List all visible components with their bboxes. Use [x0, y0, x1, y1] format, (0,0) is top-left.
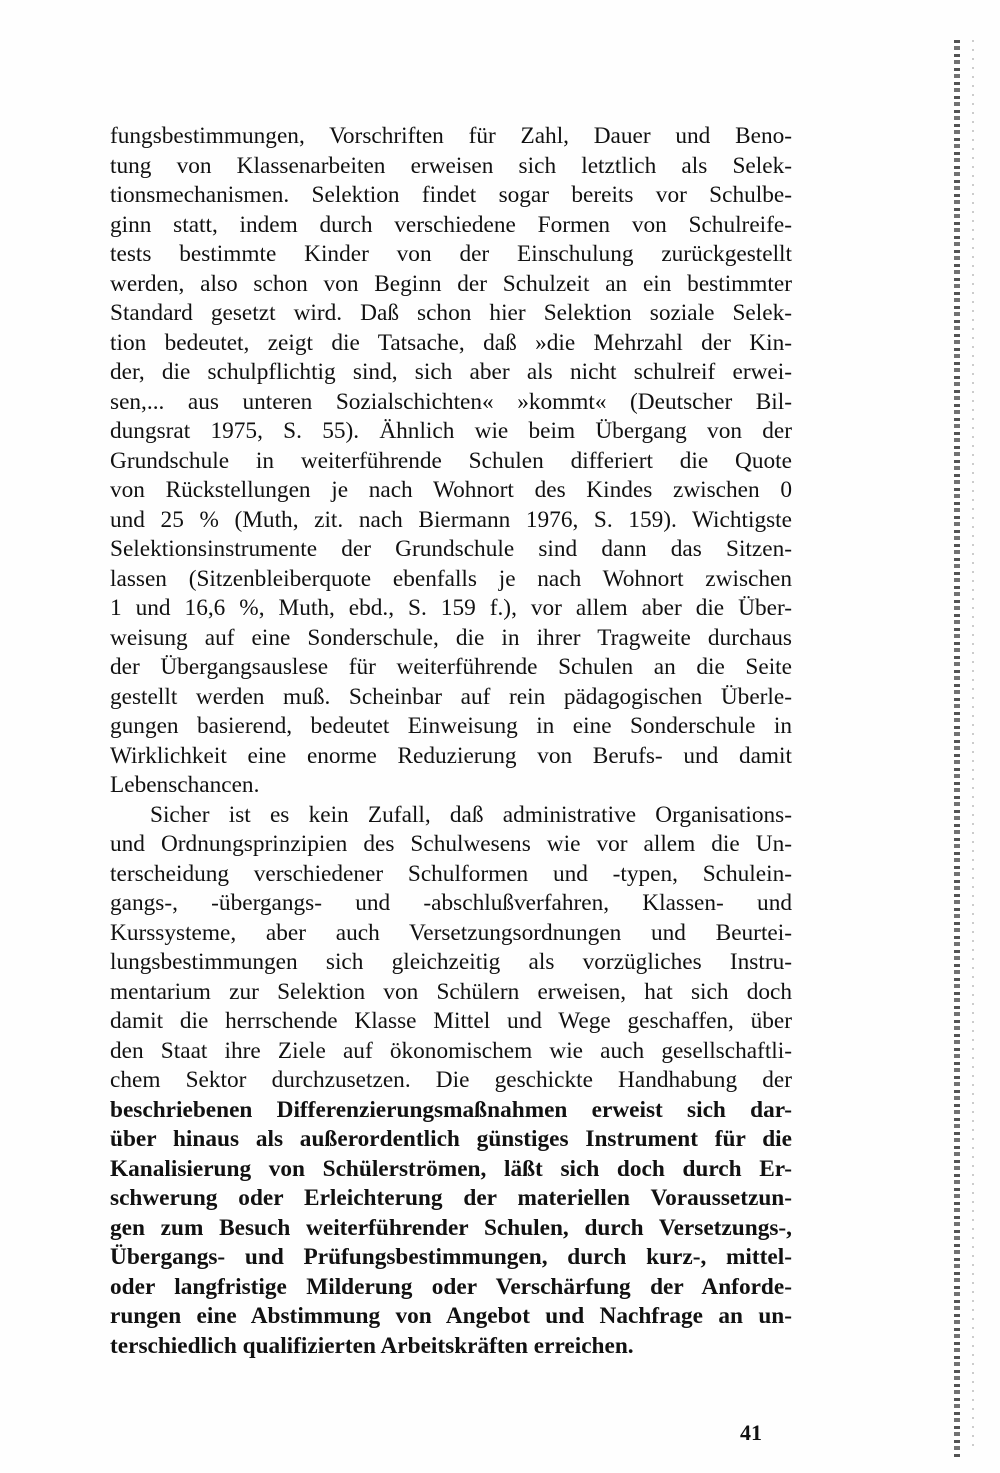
text-line: Standard gesetzt wird. Daß schon hier Selektion soziale Selek- [110, 300, 792, 326]
text-line: gestellt werden muß. Scheinbar auf rein pädagogischen Überle- [110, 683, 792, 710]
text-line: damit die herrschende Klasse Mittel und Wege geschaffen, über [110, 1008, 792, 1034]
text-line: und Ordnungsprinzipien des Schulwesens wie vor allem die Un- [110, 831, 792, 857]
text-line: terscheidung verschiedener Schulformen und -typen, Schulein- [110, 860, 792, 887]
body-text [110, 122, 792, 1361]
text-line: Grundschule in weiterführende Schulen differiert die Quote [110, 447, 792, 474]
text-line: lungsbestimmungen sich gleichzeitig als vorzügliches Instru- [110, 949, 792, 975]
text-line: gungen basierend, bedeutet Einweisung in eine Sonderschule in [110, 713, 792, 739]
text-line: weisung auf eine Sonderschule, die in ihrer Tragweite durchaus [110, 624, 792, 651]
text-line: terschiedlich qualifizierten Arbeitskräften erreichen. [110, 1332, 634, 1359]
text-line: 1 und 16,6 %, Muth, ebd., S. 159 f.), vor allem aber die Über- [110, 595, 792, 621]
text-line: beschriebenen Differenzierungsmaßnahmen erweist sich dar- [110, 1096, 792, 1123]
text-line: Sicher ist es kein Zufall, daß administrative Organisations- [150, 801, 792, 828]
text-line: Kanalisierung von Schülerströmen, läßt sich doch durch Er- [110, 1155, 792, 1182]
text-line: Kurssysteme, aber auch Versetzungsordnungen und Beurtei- [110, 919, 792, 946]
text-line: sen,... aus unteren Sozialschichten« »kommt« (Deutscher Bil- [110, 388, 792, 415]
scan-binding-edge [954, 40, 960, 1460]
text-line: über hinaus als außerordentlich günstiges Instrument für die [110, 1126, 792, 1152]
text-line: Wirklichkeit eine enorme Reduzierung von Berufs- und damit [110, 742, 792, 769]
text-line: ginn statt, indem durch verschiedene Formen von Schulreife- [110, 211, 792, 238]
text-line: Selektionsinstrumente der Grundschule sind dann das Sitzen- [110, 536, 792, 562]
text-line: gen zum Besuch weiterführender Schulen, durch Versetzungs-, [110, 1214, 792, 1241]
text-line: rungen eine Abstimmung von Angebot und Nachfrage an un- [110, 1303, 792, 1329]
text-line: gangs-, -übergangs- und -abschlußverfahren, Klassen- und [110, 890, 792, 916]
text-line: tests bestimmte Kinder von der Einschulung zurückgestellt [110, 241, 792, 267]
text-line: tion bedeutet, zeigt die Tatsache, daß »die Mehrzahl der Kin- [110, 329, 792, 356]
text-line: lassen (Sitzenbleiberquote ebenfalls je nach Wohnort zwischen [110, 565, 792, 592]
text-line: tionsmechanismen. Selektion findet sogar bereits vor Schulbe- [110, 182, 792, 208]
text-line: der Übergangsauslese für weiterführende Schulen an die Seite [110, 654, 792, 680]
paragraph-1 [110, 122, 792, 801]
text-line: fungsbestimmungen, Vorschriften für Zahl, Dauer und Beno- [110, 123, 792, 149]
text-line: schwerung oder Erleichterung der materiellen Voraussetzun- [110, 1185, 792, 1211]
paragraph-2 [110, 801, 792, 1362]
text-line: chem Sektor durchzusetzen. Die geschickte Handhabung der [110, 1067, 792, 1093]
text-line: den Staat ihre Ziele auf ökonomischem wie auch gesellschaftli- [110, 1037, 792, 1064]
scan-binding-shadow [972, 40, 974, 1450]
text-line: und 25 % (Muth, zit. nach Biermann 1976, S. 159). Wichtigste [110, 506, 792, 533]
text-line: mentarium zur Selektion von Schülern erweisen, hat sich doch [110, 978, 792, 1005]
text-line: der, die schulpflichtig sind, sich aber als nicht schulreif erwei- [110, 359, 792, 385]
text-line: tung von Klassenarbeiten erweisen sich letztlich als Selek- [110, 152, 792, 179]
text-line: Übergangs- und Prüfungsbestimmungen, durch kurz-, mittel- [110, 1244, 792, 1270]
text-line: werden, also schon von Beginn der Schulzeit an ein bestimmter [110, 270, 792, 297]
text-line: Lebenschancen. [110, 772, 260, 798]
text-line: oder langfristige Milderung oder Verschärfung der Anforde- [110, 1273, 792, 1300]
text-line: dungsrat 1975, S. 55). Ähnlich wie beim Übergang von der [110, 418, 792, 444]
text-line: von Rückstellungen je nach Wohnort des Kindes zwischen 0 [110, 477, 792, 503]
page-number: 41 [740, 1420, 762, 1445]
